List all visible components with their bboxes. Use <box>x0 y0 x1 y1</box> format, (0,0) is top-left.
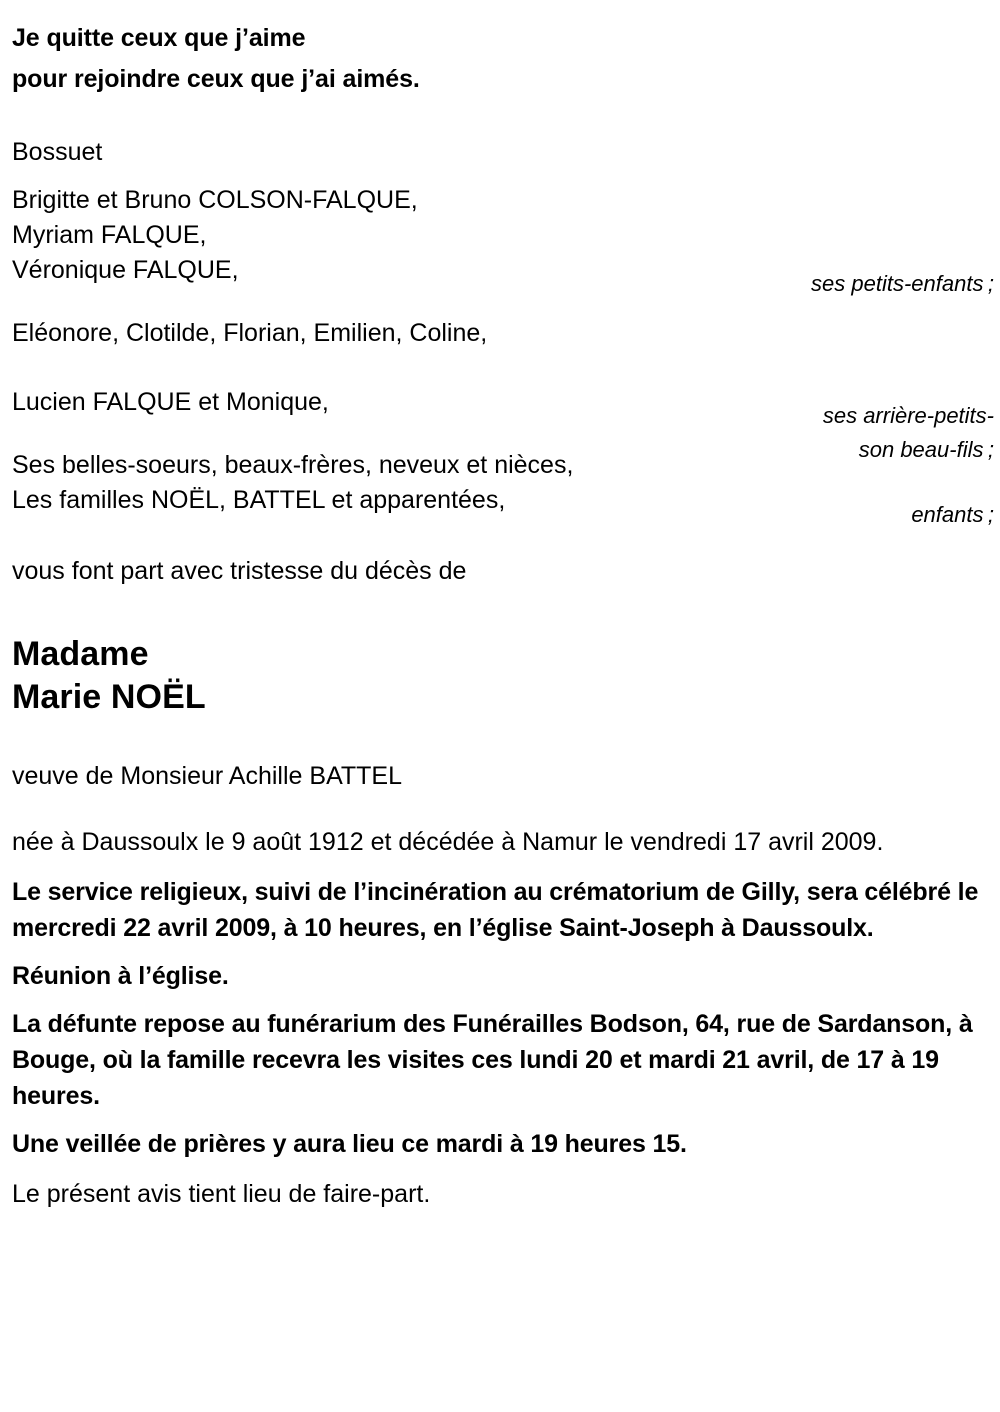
family-grandchildren: Eléonore, Clotilde, Florian, Emilien, Coline, <box>12 319 488 347</box>
announcement-text: vous font part avec tristesse du décès de <box>12 557 467 585</box>
caption-great-grandchildren-line-2: enfants ; <box>911 502 994 527</box>
quote-attribution: Bossuet <box>12 138 103 166</box>
quote-line-1: Je quitte ceux que j’aime <box>12 24 306 52</box>
family-child-1: Brigitte et Bruno COLSON-FALQUE, <box>12 186 418 214</box>
family-child-2: Myriam FALQUE, <box>12 221 207 249</box>
closing-statement: Le présent avis tient lieu de faire-part. <box>12 1180 431 1208</box>
deceased-title: Madame <box>12 635 149 673</box>
caption-stepson: son beau-fils ; <box>858 437 994 462</box>
caption-great-grandchildren-line-1: ses arrière-petits- <box>822 403 994 428</box>
arrangement-visitation: La défunte repose au funérarium des Funérailles Bodson, 64, rue de Sardanson, à Bouge, où la famille recevra les visites ces lundi 20 et mardi 21 avril, de 17 à 19 heures. <box>12 1010 973 1110</box>
caption-grandchildren: ses petits-enfants ; <box>811 271 994 296</box>
quote-line-2: pour rejoindre ceux que j’ai aimés. <box>12 65 420 93</box>
family-relations-1: Ses belles-soeurs, beaux-frères, neveux et nièces, <box>12 451 574 479</box>
arrangement-service: Le service religieux, suivi de l’incinération au crématorium de Gilly, sera célébré le mercredi 22 avril 2009, à 10 heures, en l’église Saint-Joseph à Daussoulx. <box>12 878 979 942</box>
quotation-block <box>12 12 994 100</box>
family-stepson: Lucien FALQUE et Monique, <box>12 388 329 416</box>
arrangement-gathering: Réunion à l’église. <box>12 962 229 990</box>
family-relations-2: Les familles NOËL, BATTEL et apparentées, <box>12 486 506 514</box>
deceased-name: Marie NOËL <box>12 678 206 716</box>
deceased-widow-of: veuve de Monsieur Achille BATTEL <box>12 762 403 790</box>
deceased-name-block <box>12 633 994 719</box>
arrangement-vigil: Une veillée de prières y aura lieu ce mardi à 19 heures 15. <box>12 1130 687 1158</box>
family-child-3: Véronique FALQUE, <box>12 256 239 284</box>
family-listing <box>12 183 994 527</box>
deceased-birth-death: née à Daussoulx le 9 août 1912 et décédée à Namur le vendredi 17 avril 2009. <box>12 828 884 856</box>
